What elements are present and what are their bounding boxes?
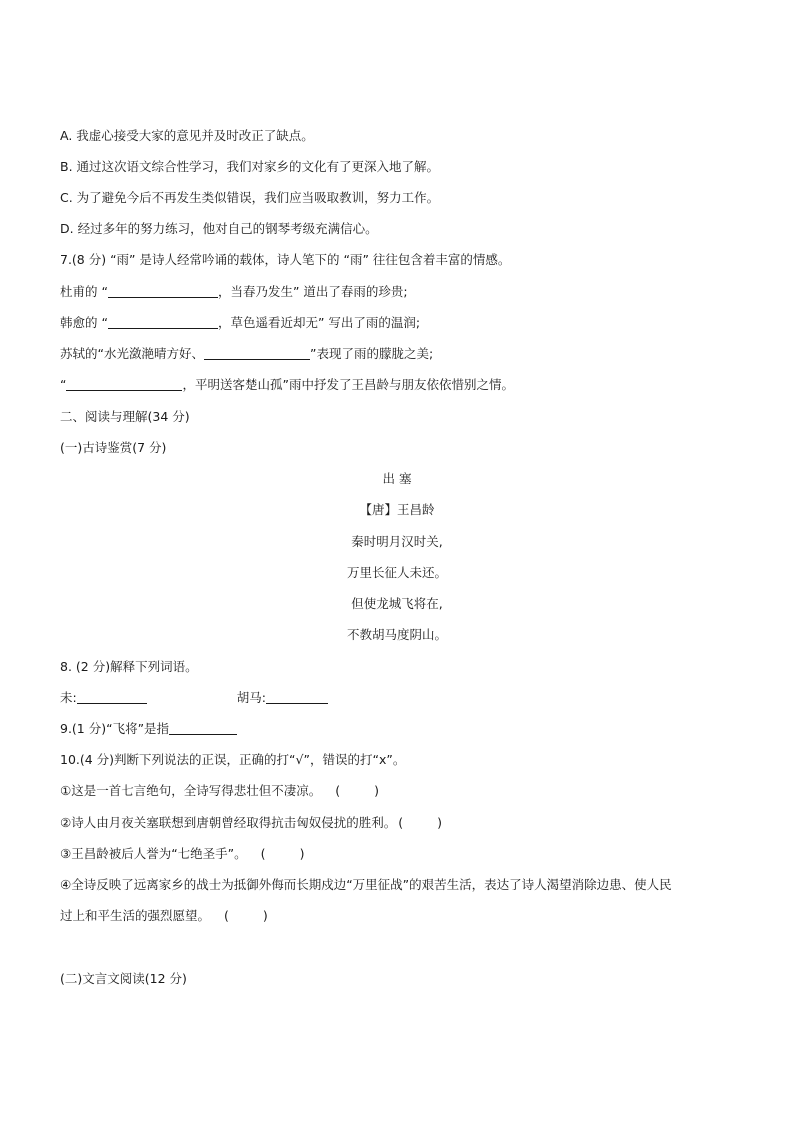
statement-4-text: 过上和平生活的强烈愿望。 — [60, 908, 211, 923]
poem-line: 万里长征人未还。 — [346, 565, 447, 580]
question-7-line-3 — [60, 346, 433, 362]
statement-4-line-1: ④全诗反映了远离家乡的战士为抵御外侮而长期戍边“万里征战”的艰苦生活，表达了诗人渴望消除边患、使人民 — [60, 877, 672, 892]
line-2-suffix: ，草色遥看近却无” 写出了雨的温润; — [217, 315, 421, 330]
line-3-suffix: ”表现了雨的朦胧之美; — [309, 346, 434, 361]
poem-title: 出 塞 — [382, 471, 412, 486]
question-7-stem: 7.(8 分) “雨” 是诗人经常吟诵的载体，诗人笔下的 “雨” 往往包含着丰富的情感。 — [60, 252, 511, 267]
option-c: C. 为了避免今后不再发生类似错误，我们应当吸取教训，努力工作。 — [60, 190, 440, 205]
term-2-label: 胡马: — [236, 690, 266, 705]
poem-line: 但使龙城飞将在, — [351, 596, 443, 611]
answer-blank-4[interactable] — [66, 378, 182, 391]
answer-blank-term-1[interactable] — [77, 691, 147, 704]
statement-3 — [60, 846, 304, 862]
line-4-prefix: “ — [60, 377, 67, 392]
question-8-terms — [60, 690, 328, 706]
answer-blank-q9[interactable] — [169, 722, 237, 735]
statement-2-text: ②诗人由月夜关塞联想到唐朝曾经取得抗击匈奴侵扰的胜利。 — [60, 815, 397, 830]
poem-author: 【唐】王昌龄 — [359, 502, 435, 517]
statement-3-text: ③王昌龄被后人誉为“七绝圣手”。 — [60, 846, 247, 861]
term-1-label: 未: — [60, 690, 77, 705]
line-2-prefix: 韩愈的 “ — [60, 315, 108, 330]
statement-1 — [60, 783, 379, 799]
question-10-stem: 10.(4 分)判断下列说法的正误，正确的打“√”，错误的打“x”。 — [60, 752, 406, 767]
answer-blank-term-2[interactable] — [266, 691, 328, 704]
answer-blank-1[interactable] — [108, 285, 218, 298]
question-9 — [60, 721, 237, 737]
section-2-title: 二、阅读与理解(34 分) — [60, 409, 190, 424]
option-b: B. 通过这次语文综合性学习，我们对家乡的文化有了更深入地了解。 — [60, 159, 440, 174]
option-a: A. 我虚心接受大家的意见并及时改正了缺点。 — [60, 128, 314, 143]
line-4-suffix: ，平明送客楚山孤”雨中抒发了王昌龄与朋友依依惜别之情。 — [182, 377, 514, 392]
subsection-poetry-title: (一)古诗鉴赏(7 分) — [60, 440, 167, 455]
option-d: D. 经过多年的努力练习，他对自己的钢琴考级充满信心。 — [60, 221, 378, 236]
statement-1-text: ①这是一首七言绝句，全诗写得悲壮但不凄凉。 — [60, 783, 322, 798]
question-7-line-2 — [60, 315, 420, 331]
answer-paren-4[interactable]: ( ) — [224, 908, 268, 923]
poem-line: 秦时明月汉时关, — [351, 534, 443, 549]
line-3-prefix: 苏轼的“水光潋滟晴方好、 — [60, 346, 204, 361]
line-1-prefix: 杜甫的 “ — [60, 284, 108, 299]
answer-paren-1[interactable]: ( ) — [335, 783, 379, 798]
statement-2 — [60, 815, 442, 831]
answer-blank-2[interactable] — [108, 316, 218, 329]
line-1-suffix: ，当春乃发生” 道出了春雨的珍贵; — [217, 284, 408, 299]
answer-blank-3[interactable] — [204, 347, 310, 360]
question-8-stem: 8. (2 分)解释下列词语。 — [60, 659, 198, 674]
answer-paren-2[interactable]: ( ) — [398, 815, 442, 830]
subsection-classical-title: (二)文言文阅读(12 分) — [60, 971, 187, 986]
statement-4-line-2 — [60, 908, 268, 924]
question-9-stem: 9.(1 分)“飞将”是指 — [60, 721, 170, 736]
poem-line: 不教胡马度阴山。 — [346, 627, 447, 642]
question-7-line-4 — [60, 377, 514, 393]
question-7-line-1 — [60, 284, 408, 300]
answer-paren-3[interactable]: ( ) — [260, 846, 305, 861]
